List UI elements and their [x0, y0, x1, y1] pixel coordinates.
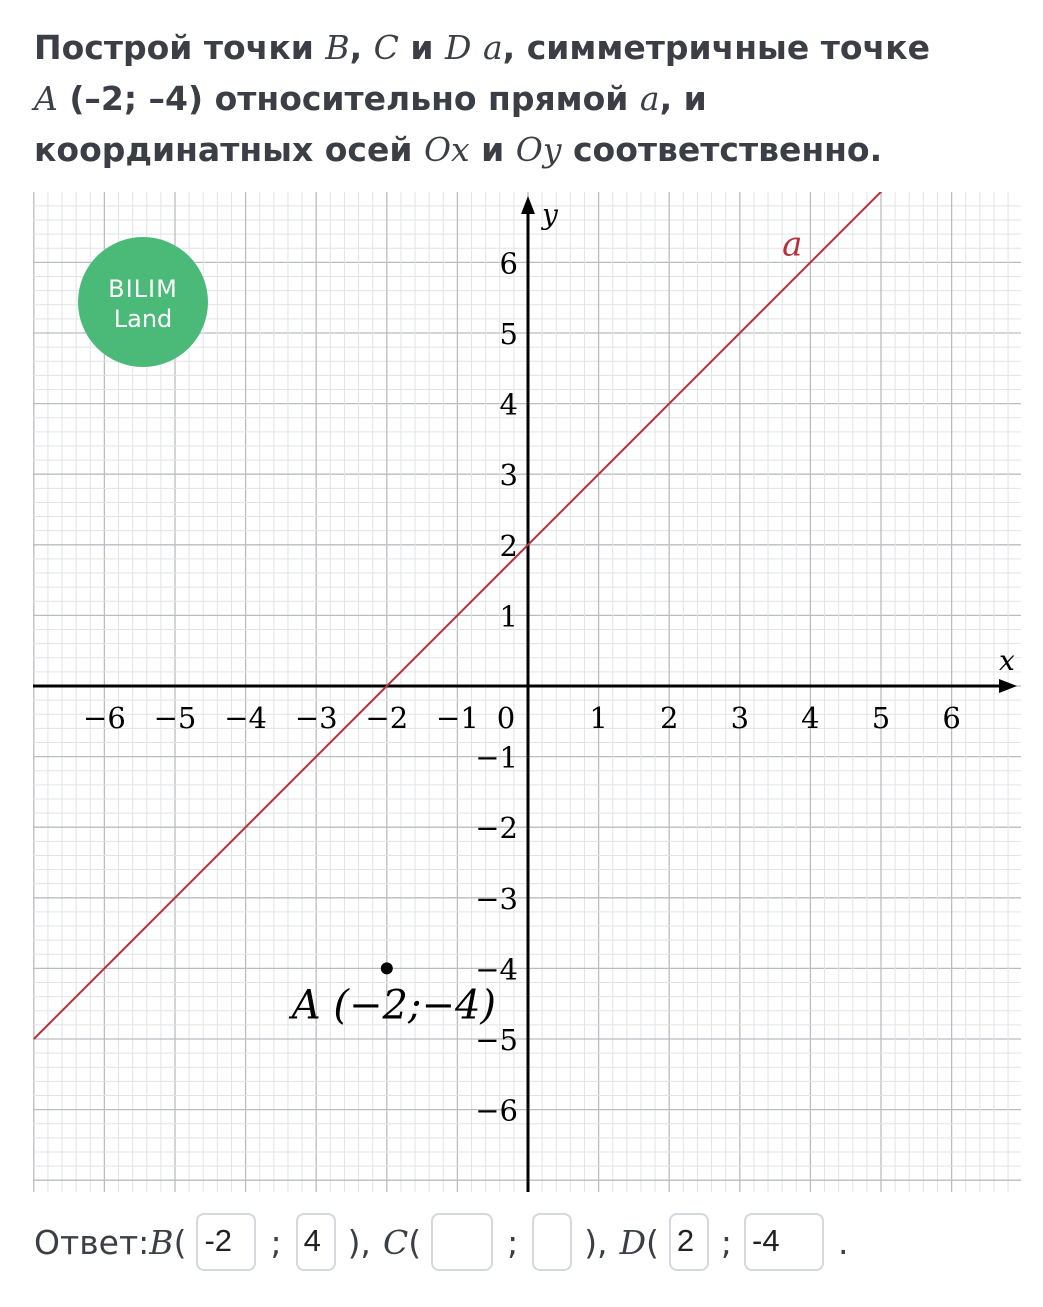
var-D: D: [445, 28, 472, 67]
answer-C-y-input[interactable]: [532, 1213, 572, 1271]
x-tick-label: 6: [942, 701, 961, 735]
task-text: , симметричные точке: [502, 28, 930, 67]
var-Oy: Oy: [515, 130, 562, 169]
point-A: [381, 962, 393, 974]
y-tick-label: 5: [499, 317, 518, 351]
answer-C-label: C: [382, 1222, 409, 1262]
answer-D-y-input[interactable]: -4: [744, 1213, 824, 1271]
paren-open: (: [408, 1222, 422, 1262]
paren-close: ),: [584, 1222, 608, 1262]
y-tick-label: 2: [499, 528, 518, 563]
answer-B-label: B: [149, 1222, 174, 1262]
paren-close: ),: [347, 1222, 371, 1262]
task-text: соответственно.: [561, 130, 883, 169]
y-tick-label: −5: [475, 1023, 518, 1057]
bilimland-logo: [78, 237, 208, 367]
answer-prefix: Ответ:: [34, 1222, 150, 1262]
point-A-label: A (−2;−4): [291, 982, 497, 1029]
var-Ox: Ox: [423, 130, 470, 169]
semicolon: ;: [720, 1222, 733, 1262]
var-a: a: [639, 79, 660, 118]
task-text: ,: [349, 28, 374, 67]
task-text: Построй точки: [34, 28, 326, 67]
answer-C-x-input[interactable]: [431, 1213, 493, 1271]
y-axis-arrow: [521, 196, 535, 214]
task-text: (–2; –4) относительно прямой: [57, 79, 640, 118]
var-C: C: [373, 28, 399, 67]
y-tick-label: −4: [475, 952, 518, 987]
y-tick-label: −2: [475, 811, 518, 846]
x-tick-label: −1: [436, 701, 479, 735]
y-tick-label: −6: [475, 1093, 518, 1128]
x-tick-label: −5: [153, 701, 197, 735]
y-tick-label: 6: [499, 246, 518, 281]
answer-D-label: D: [619, 1222, 647, 1262]
x-tick-label: 4: [801, 701, 820, 735]
task-text: , и: [659, 79, 707, 118]
semicolon: ;: [270, 1222, 282, 1262]
task-text: и: [469, 130, 516, 169]
x-tick-label: 3: [730, 701, 750, 735]
answer-D-x-input[interactable]: 2: [669, 1213, 709, 1271]
semicolon: ;: [507, 1222, 519, 1262]
y-tick-label: 3: [499, 458, 518, 493]
y-tick-label: −3: [475, 881, 518, 916]
y-axis-label: y: [542, 198, 558, 231]
x-tick-label: 1: [589, 701, 608, 735]
space: [471, 28, 483, 67]
line-a-label: a: [782, 224, 803, 265]
x-tick-label: −6: [83, 701, 126, 735]
var-A: A: [34, 79, 58, 118]
task-text: и: [398, 28, 446, 67]
y-tick-label: −1: [475, 740, 518, 775]
task-text: координатных осей: [34, 130, 424, 169]
logo-line1: BILIM: [108, 275, 178, 303]
x-tick-label: 2: [659, 701, 679, 735]
answer-B-y-input[interactable]: 4: [296, 1213, 336, 1271]
logo-line2: Land: [113, 305, 173, 333]
var-a: a: [482, 28, 503, 67]
x-tick-label: −3: [294, 701, 338, 735]
task-statement: [34, 22, 1014, 175]
answer-row: [34, 1210, 849, 1274]
var-B: B: [325, 28, 350, 67]
answer-B-x-input[interactable]: -2: [196, 1213, 256, 1271]
paren-open: (: [173, 1222, 187, 1262]
x-tick-label: 5: [871, 701, 891, 735]
period: .: [838, 1222, 849, 1262]
y-tick-label: 1: [499, 599, 518, 634]
x-tick-label: −4: [224, 701, 267, 735]
x-tick-label: −2: [365, 701, 409, 735]
x-tick-label: 0: [496, 701, 516, 735]
x-axis-label: x: [999, 644, 1015, 677]
y-tick-label: 4: [499, 387, 518, 422]
paren-open: (: [646, 1222, 659, 1262]
